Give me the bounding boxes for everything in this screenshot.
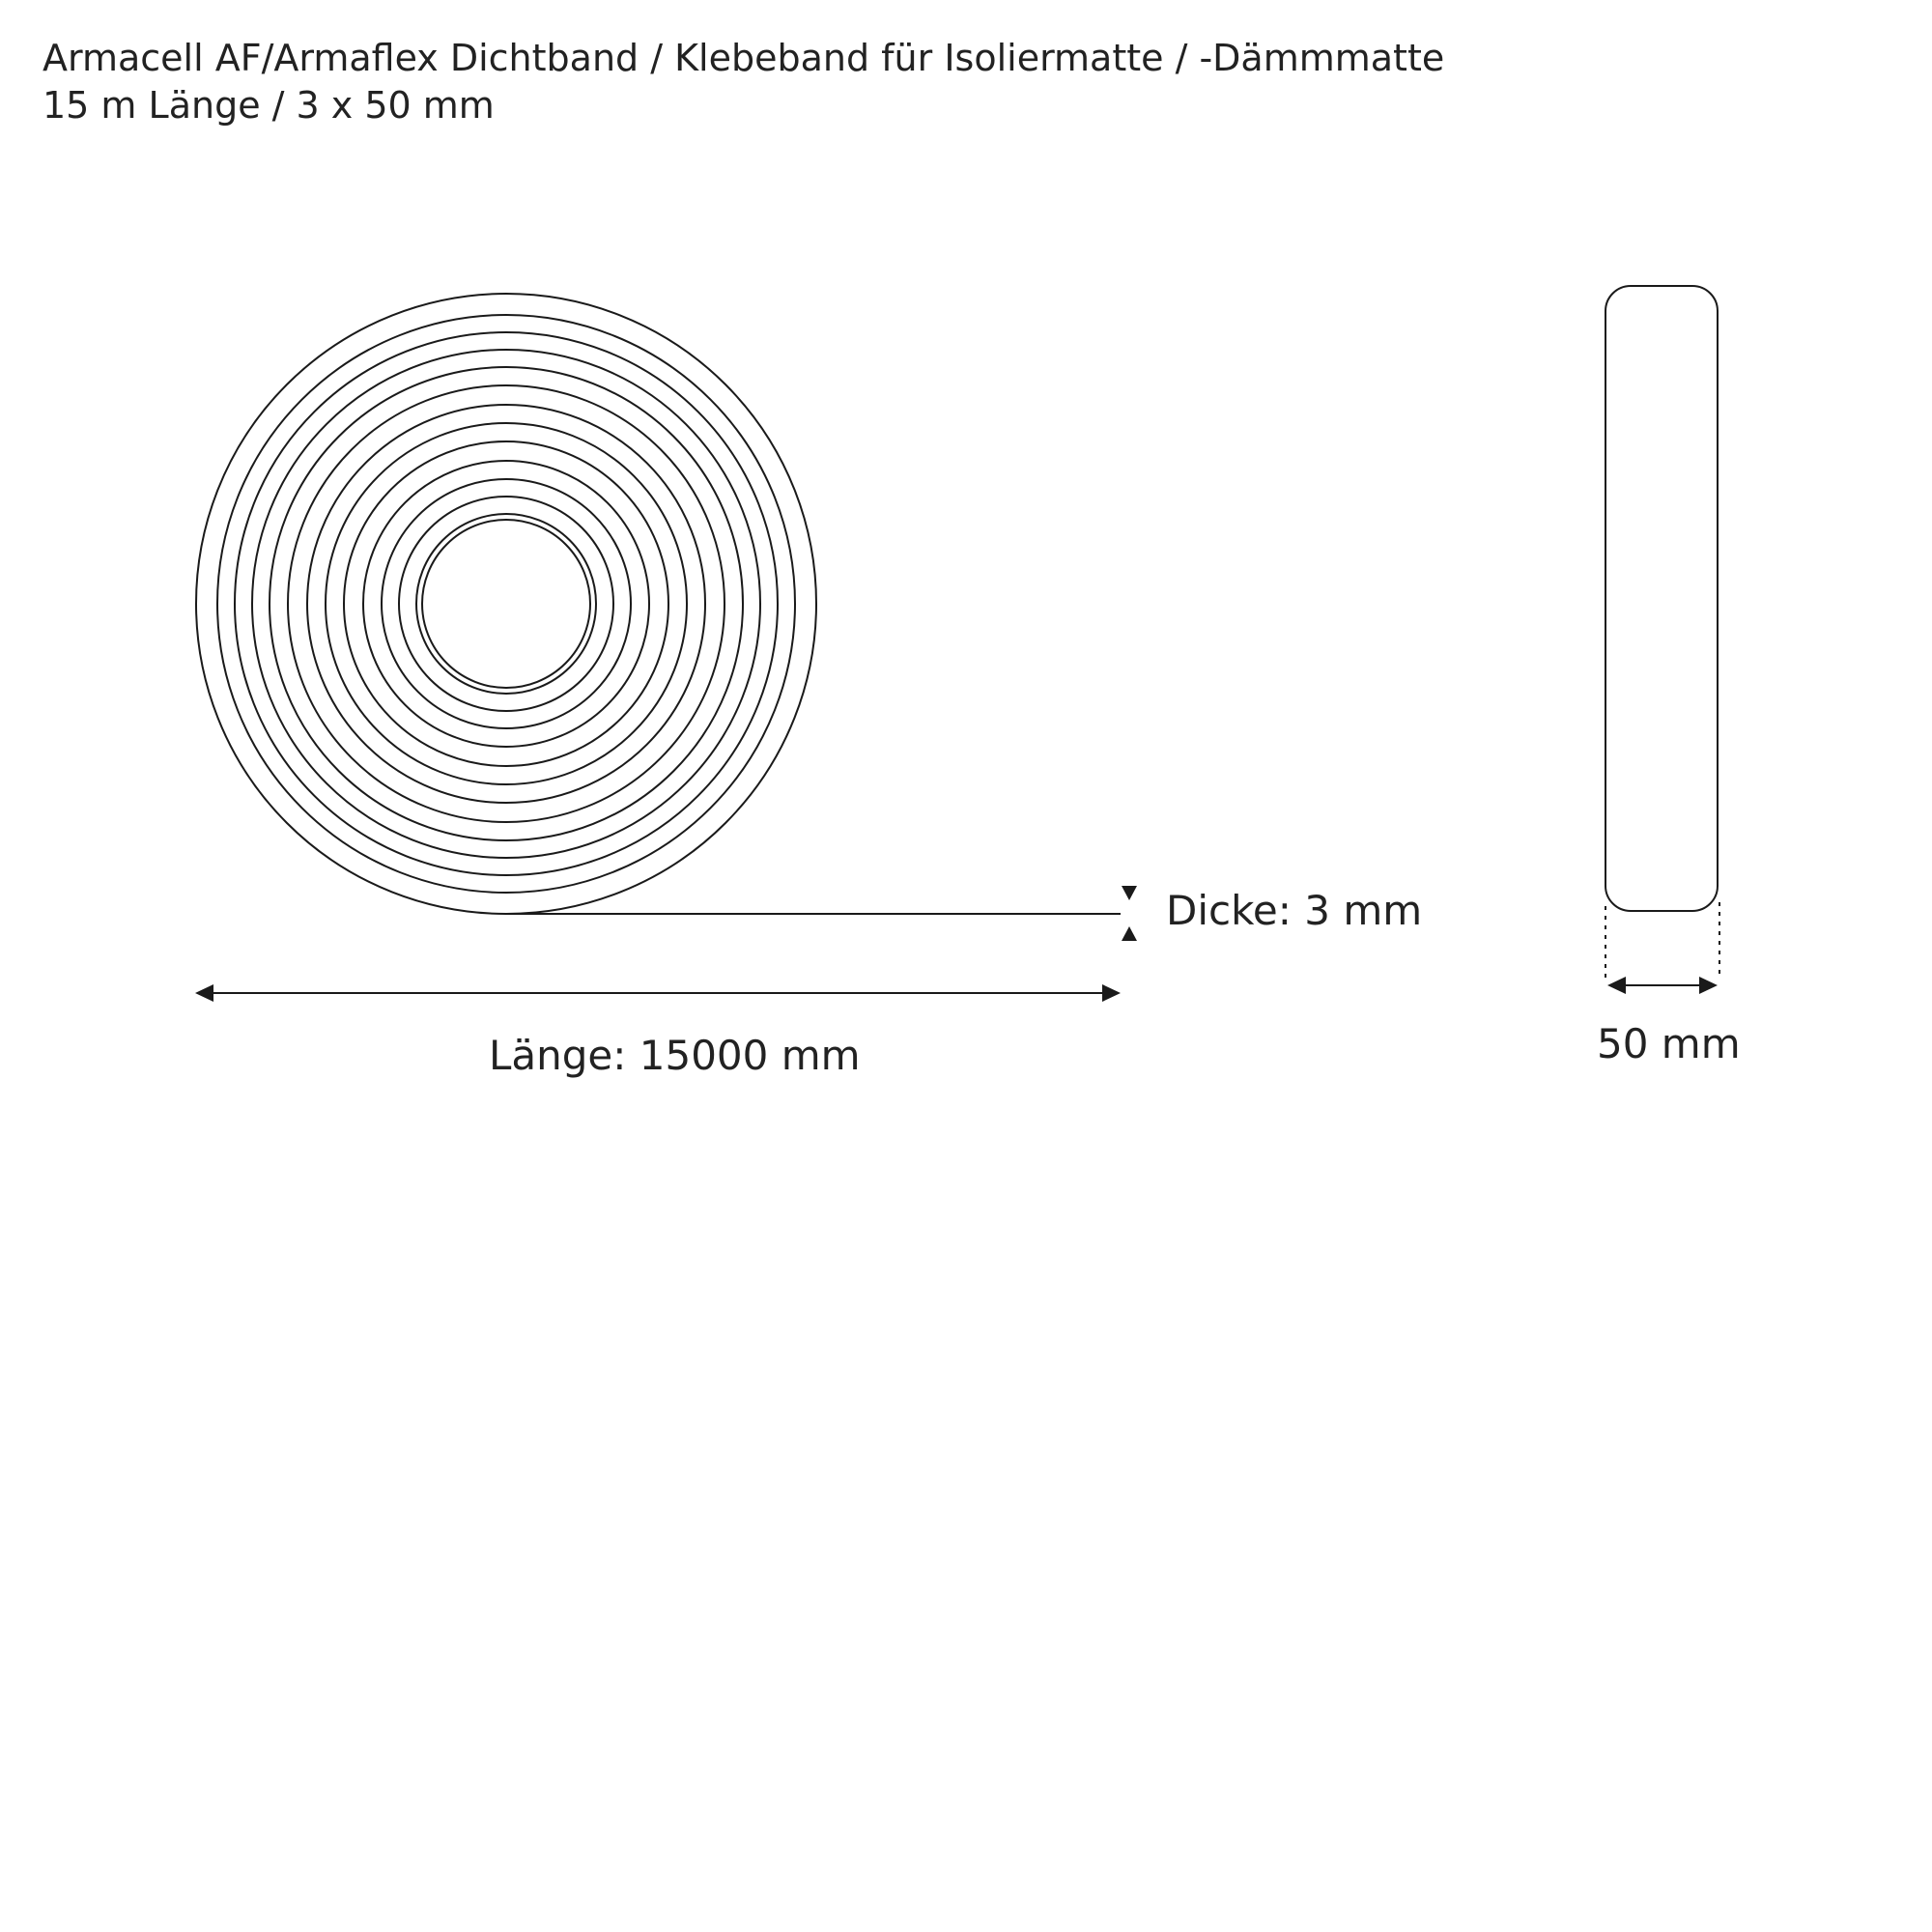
roll-winding	[270, 367, 743, 840]
roll-winding	[235, 332, 778, 875]
roll-winding	[252, 350, 760, 858]
width-arrow-right-icon	[1699, 977, 1718, 994]
roll-winding	[307, 405, 705, 803]
roll-winding	[382, 479, 631, 728]
roll-winding	[399, 497, 613, 711]
width-label: 50 mm	[1597, 1020, 1741, 1067]
thickness-label: Dicke: 3 mm	[1166, 887, 1423, 934]
thickness-arrow-bottom-icon	[1122, 926, 1137, 941]
roll-winding	[363, 461, 649, 747]
thickness-arrow-top-icon	[1122, 886, 1137, 900]
width-dimension	[1607, 977, 1718, 994]
title-line-1: Armacell AF/Armaflex Dichtband / Klebeband für Isoliermatte / -Dämmmatte	[43, 37, 1445, 79]
roll-winding	[344, 441, 668, 766]
width-arrow-left-icon	[1607, 977, 1626, 994]
roll-winding	[196, 294, 816, 914]
title-line-2: 15 m Länge / 3 x 50 mm	[43, 84, 495, 127]
roll-core	[422, 520, 590, 688]
roll-winding	[217, 315, 795, 893]
length-label: Länge: 15000 mm	[489, 1032, 861, 1079]
roll-winding	[326, 423, 687, 784]
roll-winding	[288, 385, 724, 822]
length-arrow-left-icon	[195, 984, 213, 1002]
roll-winding	[416, 514, 596, 694]
tape-roll	[196, 294, 816, 914]
tape-roll-side-view	[1605, 286, 1718, 911]
length-dimension	[195, 984, 1121, 1002]
length-arrow-right-icon	[1102, 984, 1121, 1002]
